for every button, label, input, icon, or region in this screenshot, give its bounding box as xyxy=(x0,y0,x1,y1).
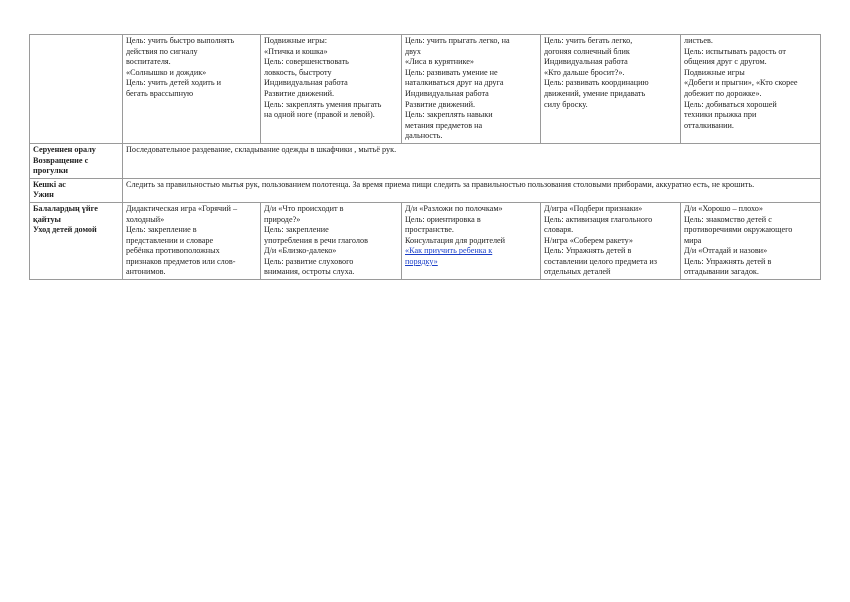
cell-line: Цель: закреплять умения прыгать xyxy=(264,99,382,109)
plan-cell xyxy=(261,35,402,144)
cell-line: отгадывании загадок. xyxy=(684,267,759,277)
cell-line: «Лиса в курятнике» xyxy=(405,57,475,67)
cell-line: Индивидуальная работа xyxy=(405,88,489,98)
cell-line: наталкиваться друг на друга xyxy=(405,78,504,88)
cell-line: Д/игра «Подбери признаки» xyxy=(544,203,643,213)
cell-line: Цель: испытывать радость от xyxy=(684,46,786,56)
cell-line: Д/и «Отгадай и назови» xyxy=(684,246,768,256)
cell-line: Подвижные игры: xyxy=(264,36,328,45)
merged-cell xyxy=(123,178,821,202)
cell-line: «Кто дальше бросит?». xyxy=(544,67,625,77)
cell-line: техники прыжка при xyxy=(684,110,757,120)
cell-line: мира xyxy=(684,235,702,245)
cell-line: Д/и «Хорошо – плохо» xyxy=(684,203,763,213)
cell-line: листьев. xyxy=(684,36,713,45)
cell-line: Последовательное раздевание, складывание одежды в шкафчики , мытьё рук. xyxy=(126,144,397,154)
cell-line: Индивидуальная работа xyxy=(544,57,628,67)
cell-line: на одной ноге (правой и левой). xyxy=(264,110,375,120)
label-line: Уход детей домой xyxy=(33,225,97,235)
cell-line: Цель: учить бегать легко, xyxy=(544,36,633,45)
cell-line: Цель: развивать умение не xyxy=(405,67,498,77)
cell-line: Цель: закрепление xyxy=(264,225,329,235)
cell-line: противоречиями окружающего xyxy=(684,225,793,235)
cell-line: Д/и «Близко-далеко» xyxy=(264,246,337,256)
row-label-cell xyxy=(30,35,123,144)
cell-line: Развитие движений. xyxy=(405,99,476,109)
daily-plan-table xyxy=(29,34,821,280)
cell-line: Цель: добиваться хорошей xyxy=(684,99,777,109)
cell-line: Цель: знакомство детей с xyxy=(684,214,772,224)
label-line: Ужин xyxy=(33,190,54,200)
plan-cell xyxy=(681,202,821,279)
cell-line: догоняя солнечный блик xyxy=(544,46,630,56)
table-row xyxy=(30,35,821,144)
table-row xyxy=(30,143,821,178)
plan-cell xyxy=(123,35,261,144)
plan-cell xyxy=(541,35,681,144)
cell-line: Д/и «Разложи по полочкам» xyxy=(405,203,503,213)
label-line: Возвращение с xyxy=(33,155,89,165)
cell-line: составлении целого предмета из xyxy=(544,256,657,266)
cell-line: «Птичка и кошка» xyxy=(264,46,328,56)
cell-line: словаря. xyxy=(544,225,574,235)
cell-line: признаков предметов или слов- xyxy=(126,256,236,266)
label-line: Балалардың үйге xyxy=(33,203,98,213)
cell-line: воспитателя. xyxy=(126,57,171,67)
plan-cell xyxy=(402,202,541,279)
cell-line: Цель: Упражнять детей в xyxy=(684,256,772,266)
cell-line: антонимов. xyxy=(126,267,166,277)
cell-line: Цель: Упражнять детей в xyxy=(544,246,632,256)
cell-line: Подвижные игры xyxy=(684,67,745,77)
parent-consultation-link[interactable]: порядку» xyxy=(405,256,438,266)
cell-line: действия по сигналу xyxy=(126,46,198,56)
cell-line: Цель: закрепление в xyxy=(126,225,197,235)
cell-line: Цель: учить быстро выполнять xyxy=(126,36,235,45)
cell-line: Развитие движений. xyxy=(264,88,335,98)
cell-line: ловкость, быстроту xyxy=(264,67,332,77)
cell-line: Цель: активизация глагольного xyxy=(544,214,653,224)
cell-line: отталкивании. xyxy=(684,120,734,130)
cell-line: Д/и «Что происходит в xyxy=(264,203,344,213)
table-row xyxy=(30,178,821,202)
merged-cell xyxy=(123,143,821,178)
cell-line: отдельных деталей xyxy=(544,267,611,277)
cell-line: метания предметов на xyxy=(405,120,483,130)
plan-cell xyxy=(402,35,541,144)
cell-line: бегать врассыпную xyxy=(126,88,194,98)
cell-line: Индивидуальная работа xyxy=(264,78,348,88)
table-row xyxy=(30,202,821,279)
cell-line: добежит по дорожке». xyxy=(684,88,762,98)
label-line: қайтуы xyxy=(33,214,61,224)
cell-line: Н/игра «Соберем ракету» xyxy=(544,235,633,245)
cell-line: общения друг с другом. xyxy=(684,57,767,67)
row-label-return-from-walk xyxy=(30,143,123,178)
cell-line: природе?» xyxy=(264,214,301,224)
cell-line: Цель: учить прыгать легко, на xyxy=(405,36,510,45)
cell-line: пространстве. xyxy=(405,225,454,235)
cell-line: Дидактическая игра «Горячий – xyxy=(126,203,238,213)
cell-line: ребёнка противоположных xyxy=(126,246,220,256)
cell-line: Цель: учить детей ходить и xyxy=(126,78,222,88)
plan-cell xyxy=(261,202,402,279)
cell-line: Цель: развивать координацию xyxy=(544,78,649,88)
cell-line: двух xyxy=(405,46,421,56)
cell-line: употребления в речи глаголов xyxy=(264,235,368,245)
cell-line: Цель: закреплять навыки xyxy=(405,110,493,120)
cell-line: Цель: совершенствовать xyxy=(264,57,349,67)
label-line: прогулки xyxy=(33,166,69,176)
row-label-going-home xyxy=(30,202,123,279)
cell-line: силу броску. xyxy=(544,99,588,109)
cell-line: представлении и словаре xyxy=(126,235,214,245)
cell-line: Цель: ориентировка в xyxy=(405,214,481,224)
cell-line: Следить за правильностью мытья рук, пользованием полотенца. За время приема пищи следить за правильностью пользования столовыми приборами, аккуратно есть, не крошить. xyxy=(126,179,755,189)
cell-line: Консультация для родителей xyxy=(405,235,506,245)
cell-line: холодный» xyxy=(126,214,165,224)
cell-line: внимания, остроты слуха. xyxy=(264,267,355,277)
plan-cell xyxy=(541,202,681,279)
row-label-supper xyxy=(30,178,123,202)
cell-line: дальность. xyxy=(405,131,443,141)
plan-cell xyxy=(681,35,821,144)
label-line: Серуеннен оралу xyxy=(33,144,96,154)
label-line: Кешкі ас xyxy=(33,179,66,189)
cell-line: движений, умение придавать xyxy=(544,88,646,98)
cell-line: «Солнышко и дождик» xyxy=(126,67,207,77)
cell-line: «Добеги и прыгни», «Кто скорее xyxy=(684,78,798,88)
plan-cell xyxy=(123,202,261,279)
parent-consultation-link[interactable]: «Как приучить ребенка к xyxy=(405,246,493,256)
cell-line: Цель: развитие слухового xyxy=(264,256,354,266)
